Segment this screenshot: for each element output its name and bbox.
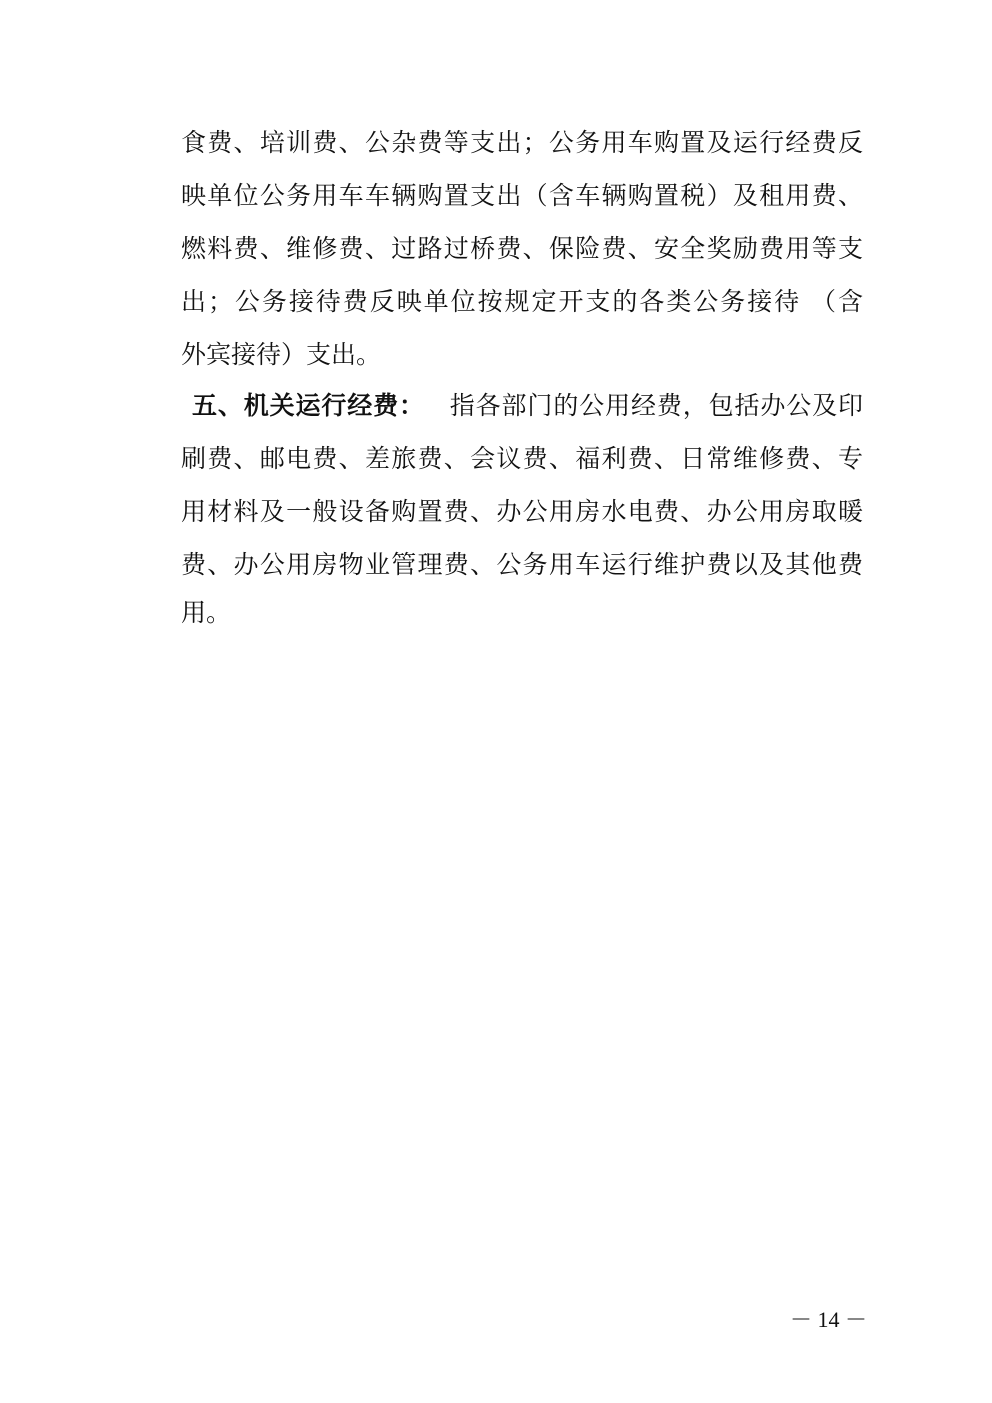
- paragraph-line-4: 出；公务接待费反映单位按规定开支的各类公务接待 （含: [181, 287, 863, 316]
- paragraph-line-5: 外宾接待）支出。: [181, 340, 382, 369]
- section-5-heading: 五、机关运行经费：: [192, 391, 425, 420]
- section-5-first-line: [192, 391, 863, 421]
- paragraph-line-2: 映单位公务用车车辆购置支出（含车辆购置税）及租用费、: [181, 181, 863, 210]
- section-5-first-line-text: 指各部门的公用经费，包括办公及印: [448, 391, 863, 420]
- section-5-line-5: 用。: [181, 598, 232, 627]
- section-5-line-3: 用材料及一般设备购置费、办公用房水电费、办公用房取暖: [181, 497, 863, 526]
- paragraph-line-1: 食费、培训费、公杂费等支出；公务用车购置及运行经费反: [181, 128, 863, 157]
- section-5-line-4: 费、办公用房物业管理费、公务用车运行维护费以及其他费: [181, 550, 863, 579]
- paragraph-line-3: 燃料费、维修费、过路过桥费、保险费、安全奖励费用等支: [181, 234, 863, 263]
- section-5-line-2: 刷费、邮电费、差旅费、会议费、福利费、日常维修费、专: [181, 444, 863, 473]
- page-number: － 14 －: [790, 1307, 868, 1332]
